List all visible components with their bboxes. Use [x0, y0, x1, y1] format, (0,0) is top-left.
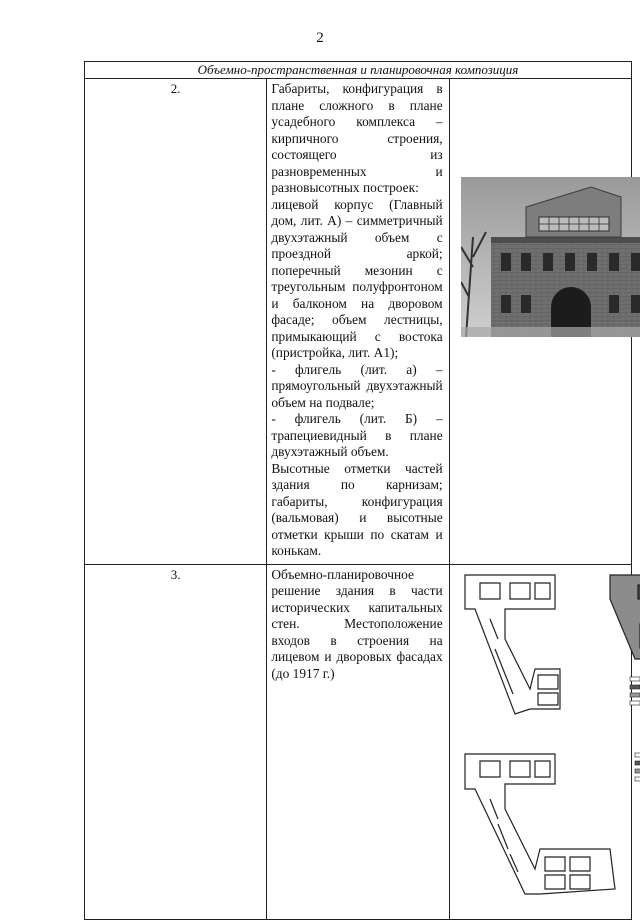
paragraph: - флигель (лит. Б) – трапециевидный в плане двухэтажный объем.: [271, 411, 443, 459]
table-row: [85, 564, 632, 919]
page-number: 2: [316, 30, 324, 46]
table-row: [85, 79, 632, 565]
composition-table: [84, 61, 632, 920]
paragraph: лицевой корпус (Главный дом, лит. А) – симметричный двухэтажный объем с проездной аркой; поперечный мезонин с треугольным полуфронтоном и балконом на дворовом фасаде; объем лестницы, примыкающий с востока (пристройка, лит. А1);: [271, 196, 443, 360]
row-number: 3.: [85, 564, 267, 919]
table-header: Объемно-пространственная и планировочная композиция: [85, 62, 632, 79]
paragraph: - флигель (лит. а) – прямоугольный двухэтажный объем на подвале;: [271, 361, 443, 410]
row-number: 2.: [85, 79, 267, 565]
row-description: [267, 565, 448, 687]
building-photo: [461, 177, 640, 337]
row-description: [267, 79, 448, 564]
paragraph: Высотные отметки частей здания по карнизам; габариты, конфигурация (вальмовая) и высотные отметки крыши по скатам и конькам.: [271, 460, 443, 558]
paragraph: Габариты, конфигурация в плане сложного в плане усадебного комплекса – кирпичного строения, состоящего из разновременных и разновысотных построек:: [271, 81, 443, 195]
paragraph: Объемно-планировочное решение здания в части исторических капитальных стен. Местоположение входов в строения на лицевом и дворовых фасадах (до 1917 г.): [271, 566, 443, 681]
floor-plans-drawing: [460, 569, 640, 909]
